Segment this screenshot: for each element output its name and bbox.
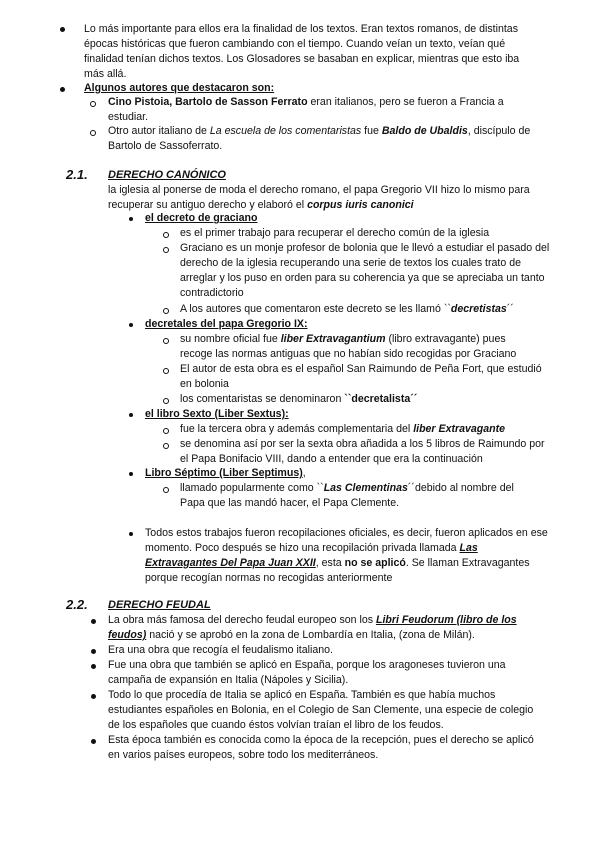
item-text: ´´debido al nombre del Papa que las mandó hacer, el Papa Clemente. [180,482,514,509]
graciano-item-3 [180,302,552,317]
section-title: DERECHO CANÓNICO [108,169,226,181]
hollow-bullet [163,368,169,374]
graciano-title: el decreto de graciano [145,212,258,224]
authors-heading: Algunos autores que destacaron son: [84,82,275,94]
author-text: fue [361,125,382,137]
decretales-item-1 [180,332,540,362]
section-intro [108,183,548,213]
hollow-bullet [163,398,169,404]
term: decretistas [450,303,507,315]
septimo-title-text: Libro Séptimo (Liber Septimus) [145,467,303,479]
septimo-title [145,466,306,481]
item-text: los comentaristas se denominaron [180,393,345,405]
hollow-bullet [163,232,169,238]
graciano-item-2: Graciano es un monje profesor de bolonia que le llevó a estudiar el pasado del derecho de la iglesia recuperando una serie de textos los cuales trato de arreglar y los puso en orden para su coherencia ya que se apreciaba un tanto contradictorio [180,242,550,299]
feudal-item-2: Era una obra que recogía el feudalismo italiano. [108,644,333,656]
bullet [129,472,133,476]
item-text: su nombre oficial fue [180,333,281,345]
septimo-item-1 [180,481,515,511]
bullet [60,27,65,32]
item-text: La obra más famosa del derecho feudal europeo son los [108,614,376,626]
decretales-item-2: El autor de esta obra es el español San Raimundo de Peña Fort, que estudió en bolonia [180,363,542,390]
hollow-bullet [163,247,169,253]
item-text: ´´ [506,303,514,315]
feudal-item-5: Esta época también es conocida como la época de la recepción, pues el derecho se aplicó en varios países europeos, sobre todo los mediterráneos. [108,734,534,761]
sexto-item-2: se denomina así por ser la sexta obra añadida a los 5 libros de Raimundo por el Papa Bonifacio VIII, dando a entender que era la continuación [180,438,545,465]
septimo-comma: , [302,467,306,479]
author-item-2 [108,124,538,154]
decretales-title: decretales del papa Gregorio IX: [145,318,308,330]
bullet [91,739,96,744]
term: liber Extravagante [413,423,506,435]
item-text: Todos estos trabajos fueron recopilaciones oficiales, es decir, fueron aplicados en ese momento. Poco después se hizo una recopilación privada llamada [145,527,548,554]
bullet [129,217,133,221]
item-text: (libro extravagante) pues recoge las normas antiguas que no habían sido recogidas por Graciano [180,333,517,360]
author-name: Baldo de Ubaldis [381,125,468,137]
section-intro-text: la iglesia al ponerse de moda el derecho romano, el papa Gregorio VII hizo lo mismo para recuperar su antiguo derecho y elaboró el [108,184,530,211]
author-item-1 [108,95,538,125]
hollow-bullet [163,308,169,314]
bullet [129,323,133,327]
term: Libri Feudorum (libro de los feudos) [108,614,517,641]
feudal-item-4: Todo lo que procedía de Italia se aplicó en España. También es que había muchos estudiantes españoles en Bolonia, en el Colegio de San Clemente, una especie de colegio de los españoles que cuando éstos volvían traían el libro de los feudos. [108,689,534,731]
decretales-item-3 [180,392,552,407]
term: Las Extravagantes Del Papa Juan XXII [145,542,478,569]
hollow-bullet [90,101,96,107]
item-text: nació y se aprobó en la zona de Lombardía en Italia, (zona de Milán). [146,629,475,641]
hollow-bullet [163,443,169,449]
term: ``decretalista´´ [344,393,418,405]
school-name: La escuela de los comentaristas [209,125,362,137]
corpus-name: corpus iuris canonici [307,199,414,211]
bullet [60,87,65,92]
hollow-bullet [163,487,169,493]
recopilaciones-item [145,526,550,586]
bullet [129,413,133,417]
intro-paragraph: Lo más importante para ellos era la finalidad de los textos. Eran textos romanos, de distintas épocas históricas que fueron cambiando con el tiempo. Cuando veían un texto, veían qué finalidad tenían dichos textos. Los Glosadores se basaban en explicar, mientras que esto iba más allá. [84,23,520,80]
hollow-bullet [90,130,96,136]
hollow-bullet [163,428,169,434]
feudal-item-1 [108,613,536,643]
section-title: DERECHO FEUDAL [108,599,211,611]
item-text: A los autores que comentaron este decreto se les llamó `` [180,303,451,315]
bullet [91,694,96,699]
item-text: , esta [315,557,345,569]
item-text: . Se llaman Extravagantes porque recogían normas no recogidas anteriormente [145,557,530,584]
term: Las Clementinas [323,482,408,494]
bullet [91,664,96,669]
graciano-item-1: es el primer trabajo para recuperar el derecho común de la iglesia [180,227,490,239]
term: liber Extravagantium [280,333,386,345]
author-text: Otro autor italiano de [108,125,210,137]
sexto-title: el libro Sexto (Liber Sextus): [145,408,289,420]
author-text: , discípulo de Bartolo de Sassoferrato. [108,125,531,152]
bullet [91,649,96,654]
section-number: 2.2. [66,597,88,612]
item-text: fue la tercera obra y además complementaria del [180,423,414,435]
bullet [91,619,96,624]
hollow-bullet [163,338,169,344]
section-number: 2.1. [66,167,88,182]
author-names: Cino Pistoia, Bartolo de Sasson Ferrato [108,96,308,108]
sexto-item-1 [180,422,552,437]
feudal-item-3: Fue una obra que también se aplicó en España, porque los aragoneses tuvieron una campaña de expansión en Italia (Nápoles y Sicilia). [108,659,506,686]
author-text: eran italianos, pero se fueron a Francia a estudiar. [108,96,504,123]
bullet [129,532,133,536]
emphasis: no se aplicó [344,557,406,569]
item-text: llamado popularmente como `` [180,482,324,494]
